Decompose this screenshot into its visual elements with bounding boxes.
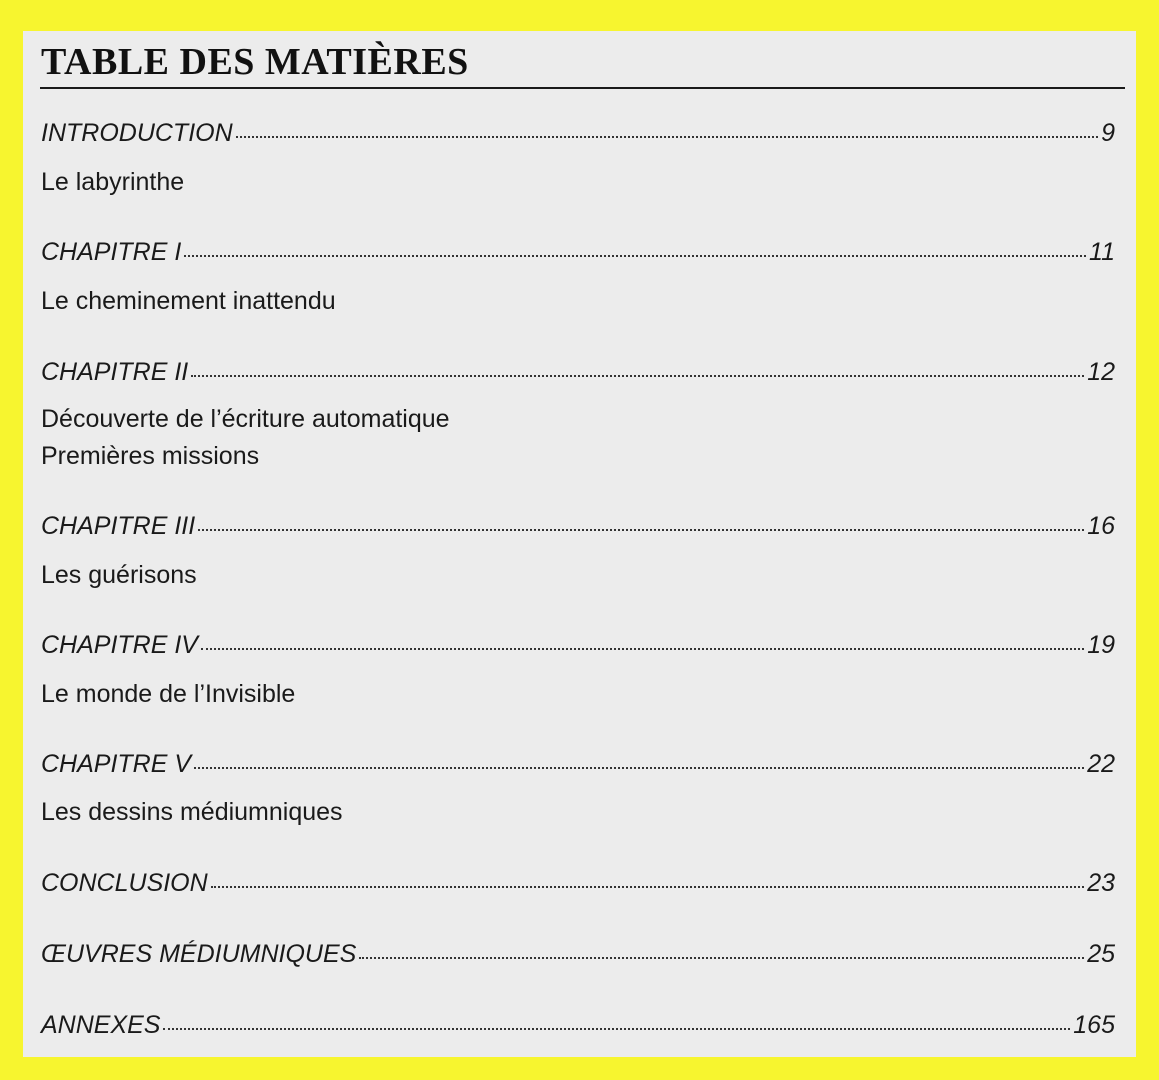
entry-page-number: 16 xyxy=(1087,512,1115,540)
entry-heading: CHAPITRE II xyxy=(41,358,189,386)
entry-subtitle: Le monde de l’Invisible xyxy=(41,680,296,708)
entry-subtitle: Le labyrinthe xyxy=(41,168,185,196)
entry-heading: CHAPITRE IV xyxy=(41,631,198,659)
toc-entry-chapitre-1[interactable] xyxy=(41,237,1115,267)
dot-leader xyxy=(211,886,1085,888)
entry-heading: ANNEXES xyxy=(41,1011,161,1039)
dot-leader xyxy=(191,375,1084,377)
entry-heading: CHAPITRE V xyxy=(41,750,192,778)
dot-leader xyxy=(359,957,1084,959)
dot-leader xyxy=(194,767,1084,769)
dot-leader xyxy=(163,1028,1070,1030)
entry-heading: CHAPITRE III xyxy=(41,512,196,540)
entry-page-number: 11 xyxy=(1089,238,1115,266)
toc-entry-oeuvres-mediumniques[interactable] xyxy=(41,939,1115,969)
entry-heading: ŒUVRES MÉDIUMNIQUES xyxy=(41,940,357,968)
dot-leader xyxy=(198,529,1084,531)
toc-entry-chapitre-2[interactable] xyxy=(41,357,1115,387)
entry-heading: CONCLUSION xyxy=(41,869,208,897)
toc-entry-chapitre-4[interactable] xyxy=(41,630,1115,660)
entry-heading: INTRODUCTION xyxy=(41,119,233,147)
entry-page-number: 25 xyxy=(1087,940,1115,968)
entry-page-number: 23 xyxy=(1087,869,1115,897)
toc-title: TABLE DES MATIÈRES xyxy=(41,41,469,83)
dot-leader xyxy=(201,648,1084,650)
entry-page-number: 19 xyxy=(1087,631,1115,659)
dot-leader xyxy=(184,255,1086,257)
toc-entry-chapitre-3[interactable] xyxy=(41,511,1115,541)
entry-page-number: 12 xyxy=(1087,358,1115,386)
entry-subtitle: Les guérisons xyxy=(41,561,197,589)
toc-entry-chapitre-5[interactable] xyxy=(41,749,1115,779)
toc-entry-introduction[interactable] xyxy=(41,118,1115,148)
toc-page xyxy=(23,31,1136,1057)
entry-heading: CHAPITRE I xyxy=(41,238,182,266)
title-rule xyxy=(40,87,1125,89)
entry-page-number: 165 xyxy=(1073,1011,1115,1039)
entry-subtitle: Premières missions xyxy=(41,442,260,470)
entry-page-number: 22 xyxy=(1087,750,1115,778)
toc-entry-conclusion[interactable] xyxy=(41,868,1115,898)
entry-subtitle: Le cheminement inattendu xyxy=(41,287,336,315)
entry-subtitle: Découverte de l’écriture automatique xyxy=(41,405,450,433)
dot-leader xyxy=(236,136,1098,138)
entry-page-number: 9 xyxy=(1101,119,1115,147)
toc-entry-annexes[interactable] xyxy=(41,1010,1115,1040)
entry-subtitle: Les dessins médiumniques xyxy=(41,798,343,826)
